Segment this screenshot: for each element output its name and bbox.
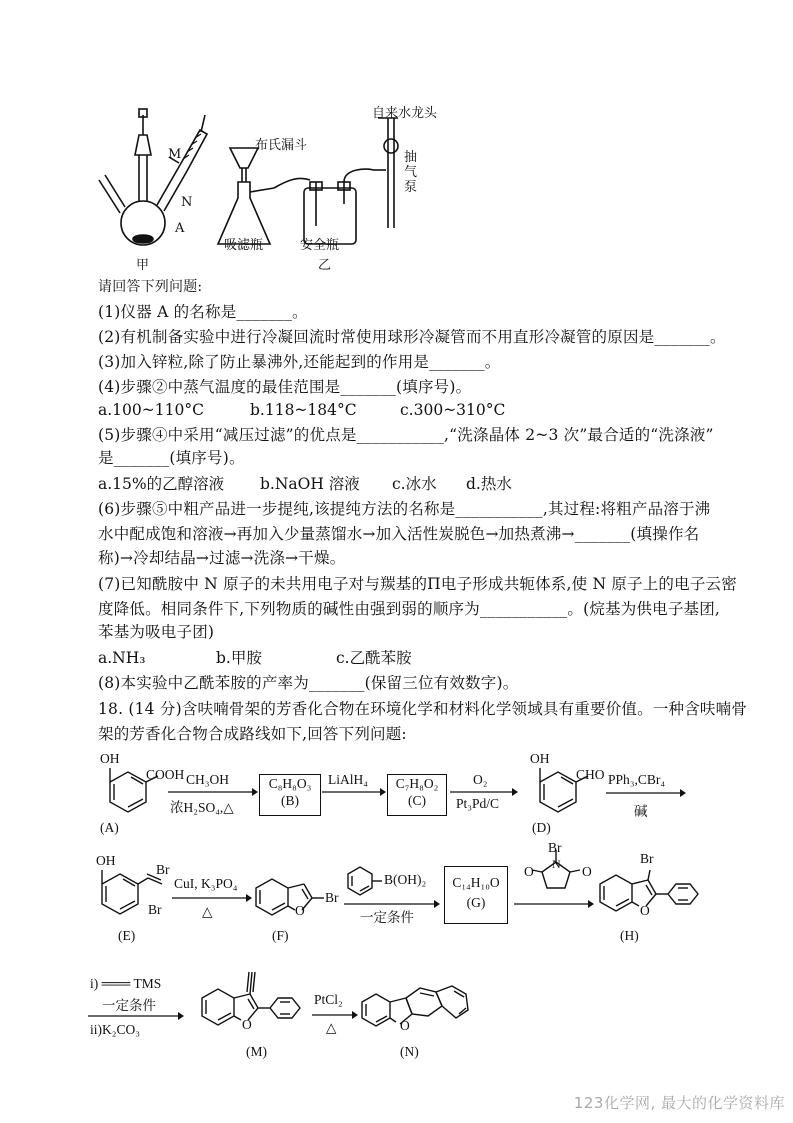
reaction-8-reagent-ii: ii)K₂CO₃: [90, 1022, 140, 1037]
q17-part5-option-a: a.15%的乙醇溶液: [98, 475, 225, 493]
reaction-4-reagent: PPh₃,CBr₄: [608, 772, 666, 787]
label-funnel: 布氏漏斗: [255, 138, 308, 153]
q17-part5-option-d: d.热水: [466, 475, 512, 493]
compound-G-formula: C₁₄H₁₀O: [452, 875, 500, 890]
compound-F-label: (F): [272, 928, 289, 943]
q17-part7-line2: 度降低。相同条件下,下列物质的碱性由强到弱的顺序为___________。(烷基为供电子基团,: [98, 600, 721, 618]
q17-part2: (2)有机制备实验中进行冷凝回流时常使用球形冷凝管而不用直形冷凝管的原因是_______。: [98, 328, 726, 346]
reaction-arrow-9: [312, 1010, 358, 1020]
compound-H-br: Br: [640, 851, 654, 866]
q17-part7-option-b: b.甲胺: [216, 649, 262, 667]
q18-stem-line1: 18. (14 分)含呋喃骨架的芳香化合物在环境化学和材料化学领域具有重要价值。一种含呋喃骨: [98, 700, 748, 718]
compound-H-structure: [596, 862, 706, 932]
reaction-8-condition: 一定条件: [102, 998, 156, 1013]
q17-part7-line3: 苯基为吸电子团): [98, 623, 215, 641]
reaction-5-reagent: CuI, K₃PO₄: [174, 876, 238, 891]
reaction-2-reagent: LiAlH₄: [328, 772, 368, 787]
compound-C-box: [387, 774, 447, 816]
compound-B-box: [259, 774, 321, 816]
compound-M-label: (M): [246, 1044, 267, 1059]
q17-part3: (3)加入锌粒,除了防止暴沸外,还能起到的作用是_______。: [98, 353, 501, 371]
q17-part6-line2: 水中配成饱和溶液→再加入少量蒸馏水→加入活性炭脱色→加热煮沸→_______(填操作名: [98, 525, 700, 543]
compound-E-br1: Br: [156, 862, 170, 877]
compound-D-cho: CHO: [576, 767, 605, 782]
compound-B-formula: C₈H₈O₃: [268, 776, 312, 791]
label-tap: 自来水龙头: [372, 106, 438, 121]
compound-C-formula: C₇H₈O₂: [395, 776, 439, 791]
reaction-6-reagent: B(OH)₂: [384, 872, 427, 887]
compound-N-label: (N): [400, 1044, 419, 1059]
q17-part5-line1: (5)步骤④中采用“减压过滤”的优点是___________,“洗涤晶体 2~3 次”最合适的“洗涤液”: [98, 426, 714, 444]
reaction-arrow-5: [172, 893, 252, 903]
reaction-arrow-7: [514, 899, 594, 909]
label-A: A: [175, 221, 185, 236]
q17-part7-option-a: a.NH₃: [98, 649, 146, 667]
reaction-3-catalyst: Pt₃Pd/C: [456, 796, 499, 811]
q17-intro: 请回答下列问题:: [98, 279, 203, 295]
compound-N-structure: [358, 978, 478, 1048]
reaction-1-condition: 浓H₂SO₄,△: [170, 800, 234, 815]
compound-D-oh: OH: [530, 751, 550, 766]
q17-part4-option-b: b.118~184°C: [250, 401, 357, 419]
q17-part7-line1: (7)已知酰胺中 N 原子的未共用电子对与羰基的Π电子形成共轭体系,使 N 原子上的电子云密: [98, 575, 737, 593]
q17-part8: (8)本实验中乙酰苯胺的产率为_______(保留三位有效数字)。: [98, 674, 519, 692]
reaction-9-catalyst: PtCl₂: [314, 992, 343, 1007]
compound-C-label: (C): [408, 793, 426, 808]
compound-A-cooh: COOH: [146, 767, 185, 782]
reaction-1-reagent: CH₃OH: [186, 772, 229, 787]
compound-D-label: (D): [532, 820, 551, 835]
nbs-o1: O: [524, 864, 534, 879]
q17-part6-line1: (6)步骤⑤中粗产品进一步提纯,该提纯方法的名称是___________,其过程:将粗产品溶于沸: [98, 500, 711, 518]
compound-E-oh: OH: [96, 853, 116, 868]
label-M: M: [168, 147, 182, 162]
q17-part4-option-a: a.100~110°C: [98, 401, 204, 419]
compound-E-br2: Br: [148, 902, 162, 917]
caption-jia: 甲: [136, 258, 150, 273]
q18-stem-line2: 架的芳香化合物合成路线如下,回答下列问题:: [98, 725, 407, 743]
reaction-8-reagent-i: i) ═══ TMS: [90, 976, 162, 991]
reaction-6-condition: 一定条件: [360, 910, 414, 925]
reaction-9-heat: △: [326, 1020, 337, 1035]
compound-B-label: (B): [281, 793, 299, 808]
reaction-4-base: 碱: [634, 804, 648, 819]
compound-M-o: O: [242, 1017, 252, 1032]
q17-part4: (4)步骤②中蒸气温度的最佳范围是_______(填序号)。: [98, 378, 472, 396]
nbs-br: Br: [548, 840, 562, 855]
label-pump: 抽 气 泵: [404, 150, 418, 195]
compound-M-structure: [196, 968, 316, 1048]
q17-part4-option-c: c.300~310°C: [400, 401, 506, 419]
reaction-5-heat: △: [202, 904, 213, 919]
nbs-n: N: [552, 857, 561, 871]
compound-H-o: O: [640, 903, 650, 918]
reaction-3-reagent: O₂: [473, 772, 488, 787]
reaction-arrow-2: [322, 787, 386, 797]
compound-N-o: O: [400, 1018, 410, 1033]
reaction-arrow-4: [606, 788, 686, 798]
compound-G-box: [444, 866, 508, 924]
q17-part6-line3: 称)→冷却结晶→过滤→洗涤→干燥。: [98, 549, 346, 567]
q17-part5-line2: 是_______(填序号)。: [98, 449, 245, 467]
q17-part5-option-c: c.冰水: [392, 475, 437, 493]
reaction-arrow-8: [88, 1011, 184, 1021]
compound-A-oh: OH: [100, 751, 120, 766]
nbs-o2: O: [582, 864, 592, 879]
label-flask: 吸滤瓶: [224, 238, 264, 253]
compound-E-label: (E): [118, 928, 136, 943]
label-safety: 安全瓶: [300, 238, 340, 253]
compound-F-o: O: [295, 903, 305, 918]
compound-A-label: (A): [100, 820, 119, 835]
compound-H-label: (H): [620, 928, 639, 943]
label-N: N: [181, 195, 193, 210]
compound-F-br: Br: [325, 890, 339, 905]
compound-G-label: (G): [466, 895, 486, 910]
q17-part5-option-b: b.NaOH 溶液: [260, 475, 360, 493]
footer-watermark: 123化学网, 最大的化学资料库: [573, 1094, 785, 1112]
caption-yi: 乙: [318, 258, 332, 273]
q17-part1: (1)仪器 A 的名称是_______。: [98, 303, 308, 321]
q17-part7-option-c: c.乙酰苯胺: [336, 649, 412, 667]
